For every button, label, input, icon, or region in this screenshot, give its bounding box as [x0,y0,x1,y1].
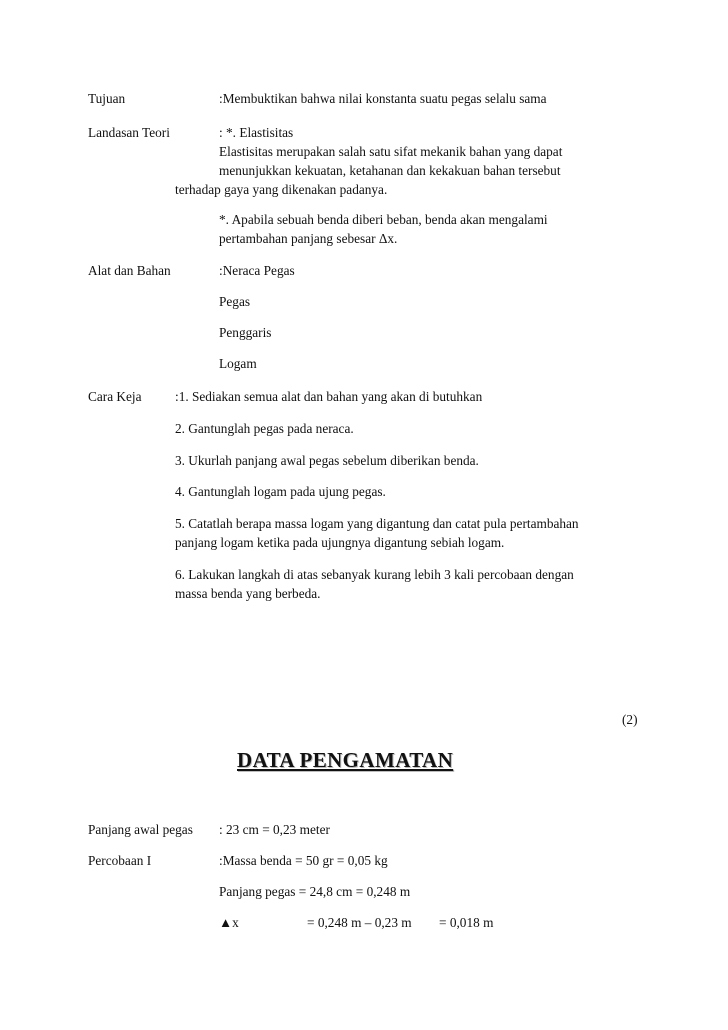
percobaan-label: Percobaan I [88,853,152,868]
landasan-label: Landasan Teori [88,125,170,140]
tujuan-label: Tujuan [88,91,126,106]
alat-item-pegas: Pegas [219,294,251,309]
panjang-pegas: Panjang pegas = 24,8 cm = 0,248 m [219,884,411,899]
alat-item-logam: Logam [219,356,257,371]
panjang-awal-value: : 23 cm = 0,23 meter [219,822,330,837]
alat-item-neraca: :Neraca Pegas [219,263,295,278]
cara-step-4: 4. Gantunglah logam pada ujung pegas. [175,484,386,499]
cara-step-6-cont: massa benda yang berbeda. [175,586,321,601]
delta-x-value: = 0,248 m – 0,23 m [307,915,412,930]
cara-step-2: 2. Gantunglah pegas pada neraca. [175,421,354,436]
page-number: (2) [622,712,638,727]
delta-x-symbol: ▲x [219,915,239,930]
cara-step-1: :1. Sediakan semua alat dan bahan yang akan di butuhkan [175,389,483,404]
panjang-awal-label: Panjang awal pegas [88,822,193,837]
alat-label: Alat dan Bahan [88,263,171,278]
cara-step-3: 3. Ukurlah panjang awal pegas sebelum diberikan benda. [175,453,479,468]
cara-step-5-cont: panjang logam ketika pada ujungnya digantung sebiah logam. [175,535,505,550]
page-heading: DATA PENGAMATAN [237,748,454,772]
landasan-line-2: Elastisitas merupakan salah satu sifat mekanik bahan yang dapat [219,144,563,159]
alat-item-penggaris: Penggaris [219,325,272,340]
cara-label: Cara Keja [88,389,142,404]
cara-step-5: 5. Catatlah berapa massa logam yang digantung dan catat pula pertambahan [175,516,579,531]
landasan-line-5: *. Apabila sebuah benda diberi beban, benda akan mengalami [219,212,548,227]
landasan-line-3: menunjukkan kekuatan, ketahanan dan kekakuan bahan tersebut [219,163,561,178]
delta-x-result: = 0,018 m [439,915,494,930]
tujuan-value: :Membuktikan bahwa nilai konstanta suatu pegas selalu sama [219,91,547,106]
massa-benda: :Massa benda = 50 gr = 0,05 kg [219,853,388,868]
cara-step-6: 6. Lakukan langkah di atas sebanyak kurang lebih 3 kali percobaan dengan [175,567,574,582]
landasan-line-6: pertambahan panjang sebesar Δx. [219,231,398,246]
landasan-line-4: terhadap gaya yang dikenakan padanya. [175,182,388,197]
landasan-line-1: : *. Elastisitas [219,125,294,140]
